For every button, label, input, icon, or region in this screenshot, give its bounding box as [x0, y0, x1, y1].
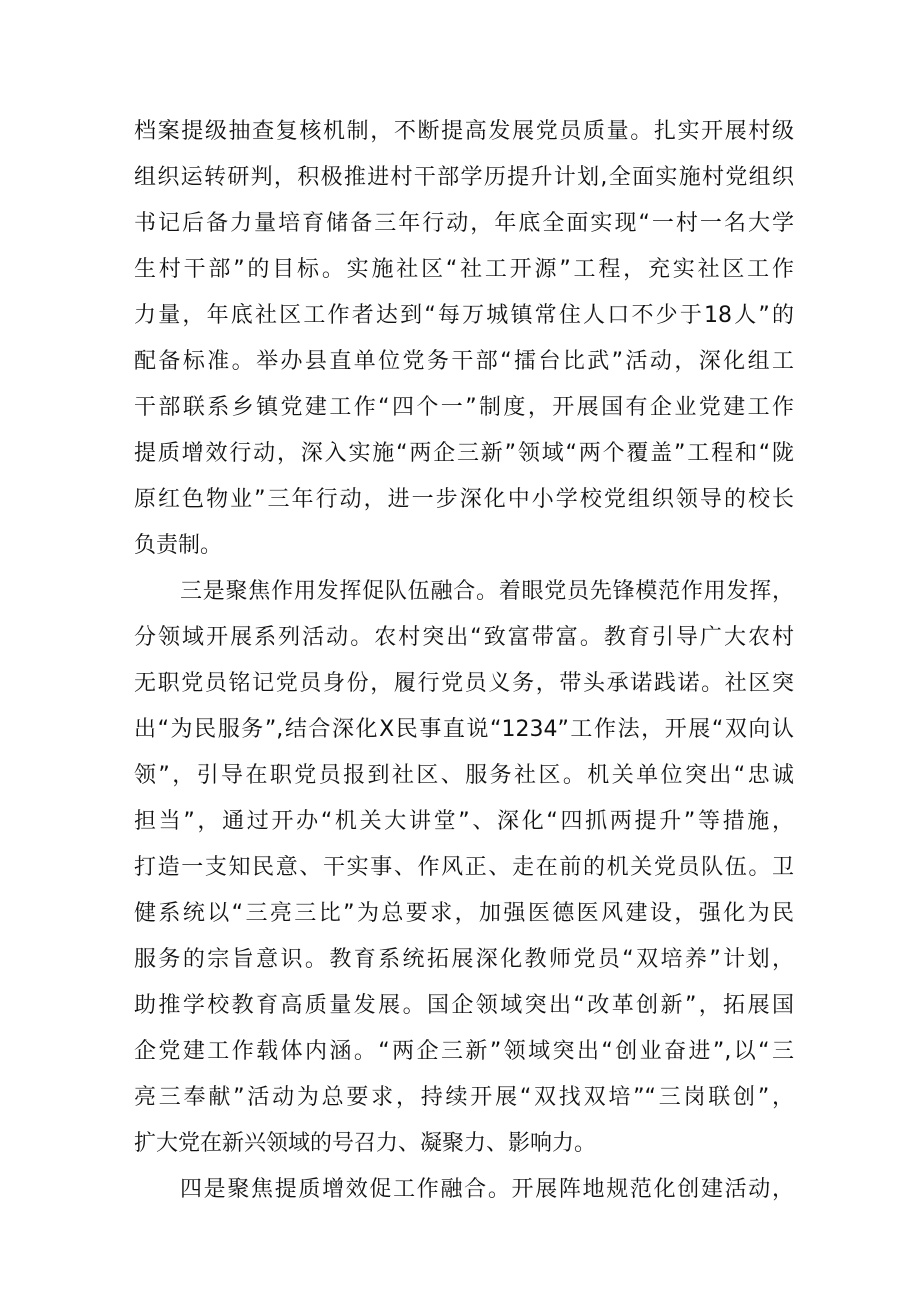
text-line-15: 领”，引导在职党员报到社区、服务社区。机关单位突出“忠诚	[134, 763, 794, 788]
text-line-9: 原红色物业”三年行动，进一步深化中小学校党组织领导的校长	[134, 487, 794, 512]
text-line-16: 担当”，通过开办“机关大讲堂”、深化“四抓两提升”等措施，	[134, 809, 794, 834]
text-line-2: 组织运转研判，积极推进村干部学历提升计划,全面实施村党组织	[134, 165, 794, 190]
text-line-13: 无职党员铭记党员身份，履行党员义务，带头承诺践诺。社区突	[134, 671, 794, 696]
text-line-18: 健系统以“三亮三比”为总要求，加强医德医风建设，强化为民	[134, 901, 794, 926]
text-line-22: 亮三奉献”活动为总要求，持续开展“双找双培”“三岗联创”，	[134, 1085, 794, 1110]
text-line-5: 力量，年底社区工作者达到“每万城镇常住人口不少于18人”的	[134, 303, 794, 328]
text-line-23: 扩大党在新兴领域的号召力、凝聚力、影响力。	[134, 1131, 597, 1156]
text-line-8: 提质增效行动，深入实施“两企三新”领域“两个覆盖”工程和“陇	[134, 441, 794, 466]
text-line-3: 书记后备力量培育储备三年行动，年底全面实现“一村一名大学	[134, 211, 794, 236]
text-line-17: 打造一支知民意、干实事、作风正、走在前的机关党员队伍。卫	[134, 855, 794, 880]
text-line-14: 出“为民服务”,结合深化X民事直说“1234”工作法，开展“双向认	[134, 717, 794, 742]
text-line-21: 企党建工作载体内涵。“两企三新”领域突出“创业奋进”,以“三	[134, 1039, 794, 1064]
text-line-19: 服务的宗旨意识。教育系统拓展深化教师党员“双培养”计划，	[134, 947, 794, 972]
text-line-10: 负责制。	[134, 533, 223, 558]
paragraph-4-heading-line: 四是聚焦提质增效促工作融合。开展阵地规范化创建活动，	[180, 1177, 794, 1202]
text-line-7: 干部联系乡镇党建工作“四个一”制度，开展国有企业党建工作	[134, 395, 794, 420]
text-line-6: 配备标准。举办县直单位党务干部“擂台比武”活动，深化组工	[134, 349, 794, 374]
text-line-20: 助推学校教育高质量发展。国企领域突出“改革创新”，拓展国	[134, 993, 795, 1018]
text-line-4: 生村干部”的目标。实施社区“社工开源”工程，充实社区工作	[134, 257, 794, 282]
text-line-12: 分领域开展系列活动。农村突出“致富带富。教育引导广大农村	[134, 625, 794, 650]
paragraph-3-heading-line: 三是聚焦作用发挥促队伍融合。着眼党员先锋模范作用发挥，	[180, 579, 794, 604]
text-line-1: 档案提级抽查复核机制，不断提高发展党员质量。扎实开展村级	[134, 119, 794, 144]
